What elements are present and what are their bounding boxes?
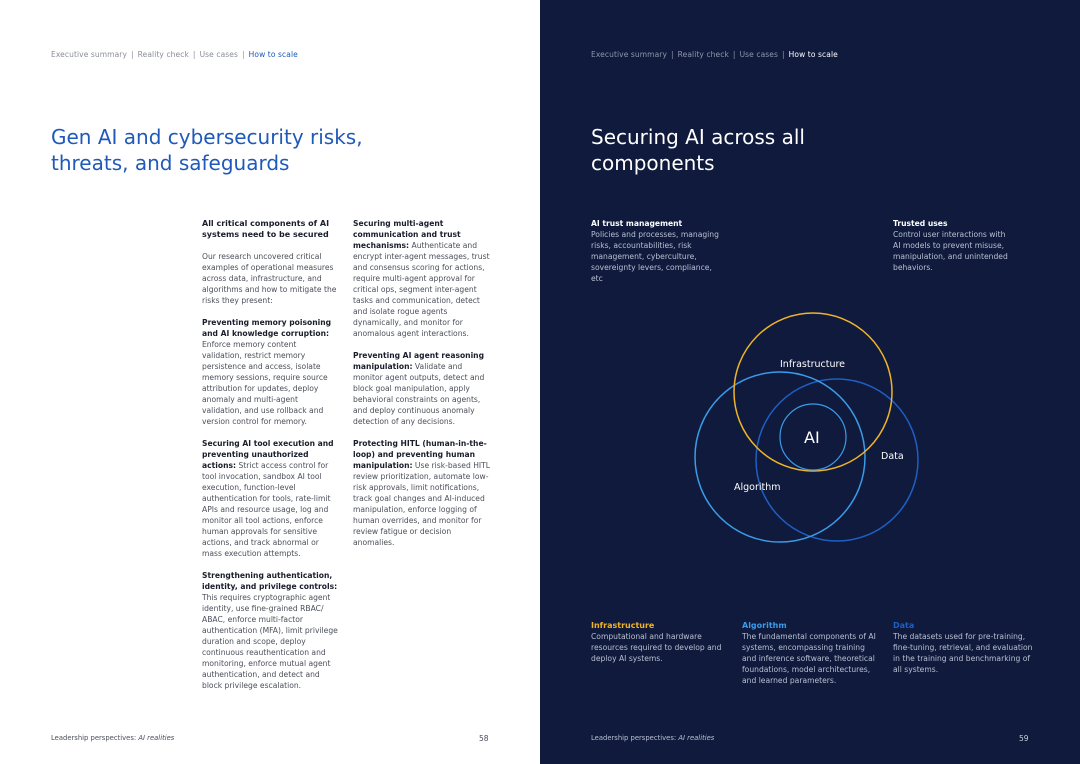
paragraph-body: Enforce memory content validation, restrict memory persistence and access, isolate memory sessions, require source attribution for updates, deploy anomaly and multi-agent validation, and use rollback and version control for memory. xyxy=(202,340,328,426)
data-block xyxy=(893,620,1033,675)
footer xyxy=(51,734,174,742)
page-number: 59 xyxy=(1019,734,1029,743)
algorithm-block xyxy=(742,620,880,686)
paragraph-body: This requires cryptographic agent identity, use fine-grained RBAC/ ABAC, enforce multi-factor authentication (MFA), limit privilege duration and scope, deploy continuous reauthentication and monitoring, enforce mutual agent authentication, and detect and block privilege escalation. xyxy=(202,593,338,690)
data-heading: Data xyxy=(893,621,915,630)
trusted-uses-body: Control user interactions with AI models to prevent misuse, manipulation, and unintended behaviors. xyxy=(893,230,1008,272)
footer-text: Leadership perspectives: xyxy=(51,734,139,742)
footer-text: Leadership perspectives: xyxy=(591,734,679,742)
paragraph-heading: Preventing memory poisoning and AI knowledge corruption: xyxy=(202,318,332,338)
algorithm-body: The fundamental components of AI systems, encompassing training and inference software, theoretical foundations, model architectures, and learned parameters. xyxy=(742,632,876,685)
page-title: Gen AI and cybersecurity risks, threats, and safeguards xyxy=(51,125,363,175)
trusted-uses-block xyxy=(893,218,1013,273)
breadcrumb-separator: | xyxy=(782,50,785,59)
paragraph-multi-agent xyxy=(353,218,490,339)
trust-management-block xyxy=(591,218,726,284)
breadcrumb xyxy=(51,50,298,59)
data-body: The datasets used for pre-training, fine-tuning, retrieval, and evaluation in the training and benchmarking of all systems. xyxy=(893,632,1033,674)
breadcrumb-how-to-scale[interactable]: How to scale xyxy=(248,50,298,59)
breadcrumb-separator: | xyxy=(732,50,736,59)
paragraph-tool-execution xyxy=(202,438,338,559)
venn-diagram xyxy=(680,290,920,550)
paragraph-heading: Protecting HITL (human-in-the-loop) and preventing human manipulation: xyxy=(353,439,487,470)
breadcrumb-separator: | xyxy=(671,50,674,59)
paragraph-hitl xyxy=(353,438,490,548)
breadcrumb-separator: | xyxy=(131,50,134,59)
infrastructure-label: Infrastructure xyxy=(780,359,846,370)
infrastructure-heading: Infrastructure xyxy=(591,621,655,630)
paragraph-body: Use risk-based HITL review prioritization, automate low-risk approvals, limit notifications, track goal changes and AI-induced manipulation, enforce logging of human overrides, and monitor for review fatigue or decision anomalies. xyxy=(353,461,491,547)
paragraph-heading: Preventing AI agent reasoning manipulation: xyxy=(353,351,485,371)
breadcrumb-separator: | xyxy=(192,50,196,59)
paragraph-heading: Securing AI tool execution and preventing unauthorized actions: xyxy=(202,439,334,470)
breadcrumb-separator: | xyxy=(242,50,245,59)
infrastructure-block xyxy=(591,620,723,664)
infrastructure-body: Computational and hardware resources required to develop and deploy AI systems. xyxy=(591,632,722,663)
breadcrumb-use-cases[interactable]: Use cases xyxy=(739,50,779,59)
breadcrumb xyxy=(591,50,838,59)
breadcrumb-reality-check[interactable]: Reality check xyxy=(137,50,189,59)
text-column-1 xyxy=(202,218,338,702)
paragraph-memory-poisoning xyxy=(202,317,338,427)
trust-management-body: Policies and processes, managing risks, accountabilities, risk management, cyberculture, sovereignty levers, compliance, etc xyxy=(591,230,719,283)
breadcrumb-reality-check[interactable]: Reality check xyxy=(677,50,729,59)
intro-paragraph: Our research uncovered critical examples of operational measures across data, infrastructure, and algorithms and how to mitigate the risks they present: xyxy=(202,252,337,305)
paragraph-reasoning xyxy=(353,350,490,427)
trust-management-heading: AI trust management xyxy=(591,219,683,228)
paragraph-heading: Strengthening authentication, identity, and privilege controls: xyxy=(202,571,338,591)
breadcrumb-how-to-scale[interactable]: How to scale xyxy=(788,50,838,59)
paragraph-body: Authenticate and encrypt inter-agent messages, trust and consensus scoring for actions, require multi-agent approval for critical ops, segment inter-agent tasks and communication, detect and isolate rogue agents dynamically, and monitor for anomalous agent interactions. xyxy=(353,241,490,338)
breadcrumb-use-cases[interactable]: Use cases xyxy=(199,50,239,59)
footer-italic: AI realities xyxy=(138,734,175,742)
breadcrumb-executive-summary[interactable]: Executive summary xyxy=(51,50,127,59)
page-number: 58 xyxy=(479,734,489,743)
section-lead: All critical components of AI systems need to be secured xyxy=(202,219,330,239)
ai-center-label: AI xyxy=(804,428,820,447)
footer-italic: AI realities xyxy=(678,734,715,742)
paragraph-body: Validate and monitor agent outputs, detect and block goal manipulation, apply behavioral constraints on agents, and deploy continuous anomaly detection of any decisions. xyxy=(353,362,485,426)
paragraph-heading: Securing multi-agent communication and trust mechanisms: xyxy=(353,219,461,250)
footer xyxy=(591,734,714,742)
right-page xyxy=(540,0,1080,764)
trusted-uses-heading: Trusted uses xyxy=(893,219,948,228)
algorithm-label: Algorithm xyxy=(734,482,781,493)
page-title: Securing AI across all components xyxy=(591,125,805,175)
paragraph-body: Strict access control for tool invocation, sandbox AI tool execution, function-level authentication for tools, rate-limit APIs and resource usage, log and monitor all tool actions, enforce human approvals for sensitive actions, and track abnormal or mass execution attempts. xyxy=(202,461,331,558)
algorithm-heading: Algorithm xyxy=(742,621,787,630)
text-column-2 xyxy=(353,218,490,559)
venn-svg xyxy=(680,290,920,550)
breadcrumb-executive-summary[interactable]: Executive summary xyxy=(591,50,667,59)
data-label: Data xyxy=(881,451,904,462)
paragraph-authentication xyxy=(202,570,338,691)
